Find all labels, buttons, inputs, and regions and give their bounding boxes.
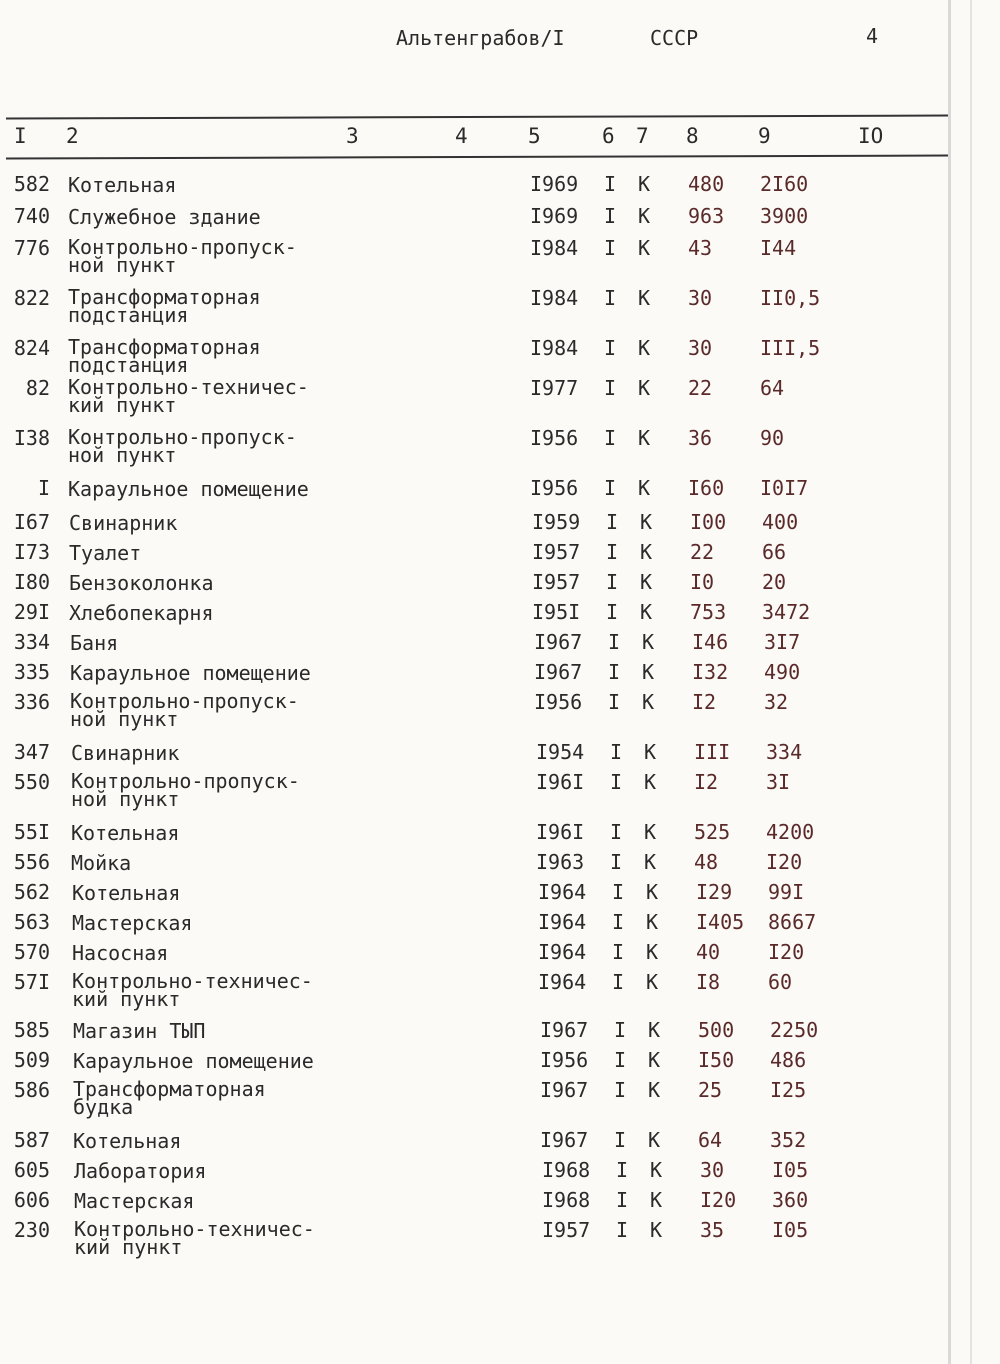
material: К — [648, 1078, 661, 1102]
table-row — [0, 172, 948, 202]
object-number: 822 — [13, 286, 50, 310]
table-row — [0, 476, 948, 506]
material: К — [638, 476, 651, 500]
material: К — [638, 236, 651, 260]
area: I8 — [696, 970, 721, 994]
object-name-line: ной пункт — [71, 787, 180, 811]
table-row — [0, 880, 948, 910]
material: К — [642, 630, 655, 654]
category: I — [604, 376, 617, 400]
year-built: I957 — [532, 570, 581, 594]
area: I0 — [690, 570, 715, 594]
volume: 334 — [766, 740, 803, 764]
year-built: I957 — [532, 540, 581, 564]
table-row — [0, 660, 948, 690]
object-name — [74, 1159, 207, 1183]
object-name-line: Насосная — [72, 941, 169, 965]
area: I32 — [692, 660, 729, 684]
year-built: I95I — [532, 600, 581, 624]
volume: 2250 — [770, 1018, 819, 1042]
object-name-line: Лаборатория — [74, 1159, 207, 1183]
year-built: I984 — [530, 286, 579, 310]
category: I — [612, 970, 625, 994]
object-name-line: Котельная — [68, 173, 177, 197]
object-name — [70, 689, 299, 731]
year-built: I954 — [536, 740, 585, 764]
area: 25 — [698, 1078, 723, 1102]
material: К — [644, 820, 657, 844]
object-number: I67 — [13, 510, 50, 534]
column-number: 2 — [66, 124, 79, 148]
volume: 3900 — [760, 204, 809, 228]
area: I20 — [700, 1188, 737, 1212]
volume: I0I7 — [760, 476, 809, 500]
volume: III,5 — [760, 336, 821, 360]
area: 30 — [688, 336, 713, 360]
object-number: 562 — [13, 880, 50, 904]
material: К — [644, 740, 657, 764]
object-name — [74, 1189, 195, 1213]
volume: 66 — [762, 540, 787, 564]
volume: 4200 — [766, 820, 815, 844]
object-name-line: Караульное помещение — [70, 661, 311, 685]
area: 35 — [700, 1218, 725, 1242]
year-built: I967 — [540, 1078, 589, 1102]
material: К — [640, 510, 653, 534]
object-number: 606 — [13, 1188, 50, 1212]
object-name — [68, 425, 297, 467]
area: 753 — [690, 600, 727, 624]
area: I50 — [698, 1048, 735, 1072]
area: 500 — [698, 1018, 735, 1042]
volume: I44 — [760, 236, 797, 260]
table-row — [0, 204, 948, 234]
object-name-line: Мастерская — [74, 1189, 195, 1213]
object-number: 587 — [13, 1128, 50, 1152]
header-place: Альтенграбов/I — [396, 26, 565, 50]
table-row — [0, 1188, 948, 1218]
table-row — [0, 600, 948, 630]
area: III — [694, 740, 731, 764]
category: I — [614, 1018, 627, 1042]
category: I — [614, 1048, 627, 1072]
year-built: I984 — [530, 236, 579, 260]
material: К — [648, 1128, 661, 1152]
area: I2 — [694, 770, 719, 794]
year-built: I967 — [540, 1018, 589, 1042]
category: I — [610, 740, 623, 764]
object-number: 570 — [13, 940, 50, 964]
table-row — [0, 1158, 948, 1188]
year-built: I977 — [530, 376, 579, 400]
object-number: 585 — [13, 1018, 50, 1042]
column-number: I — [14, 124, 27, 148]
object-name — [70, 631, 119, 655]
table-row — [0, 375, 948, 417]
object-name — [72, 881, 181, 905]
category: I — [604, 204, 617, 228]
object-name — [72, 969, 313, 1011]
object-name — [73, 1049, 314, 1073]
table-row — [0, 425, 948, 467]
table-row — [0, 850, 948, 880]
area: I46 — [692, 630, 729, 654]
material: К — [638, 376, 651, 400]
object-number: 586 — [13, 1078, 50, 1102]
table-row — [0, 1048, 948, 1078]
volume: II0,5 — [760, 286, 821, 310]
area: 22 — [688, 376, 713, 400]
area: I00 — [690, 510, 727, 534]
object-name — [71, 851, 132, 875]
object-name-line: Мастерская — [72, 911, 193, 935]
category: I — [612, 910, 625, 934]
category: I — [604, 476, 617, 500]
category: I — [610, 820, 623, 844]
material: К — [638, 426, 651, 450]
area: 30 — [700, 1158, 725, 1182]
object-name-line: Караульное помещение — [73, 1049, 314, 1073]
object-number: 335 — [13, 660, 50, 684]
category: I — [608, 690, 621, 714]
table-row — [0, 820, 948, 850]
object-name — [69, 571, 214, 595]
object-number: 82 — [25, 376, 50, 400]
table-row — [0, 1077, 948, 1119]
volume: I20 — [766, 850, 803, 874]
table-row — [0, 1217, 948, 1259]
object-name-line: Трансформаторная — [68, 335, 261, 359]
object-number: 336 — [13, 690, 50, 714]
area: I29 — [696, 880, 733, 904]
table-row — [0, 769, 948, 811]
volume: 400 — [762, 510, 799, 534]
volume: 3472 — [762, 600, 811, 624]
object-number: I73 — [13, 540, 50, 564]
object-name — [71, 741, 180, 765]
object-name-line: Туалет — [69, 541, 142, 565]
material: К — [638, 286, 651, 310]
table-row — [0, 540, 948, 570]
table-row — [0, 740, 948, 770]
object-name-line: ной пункт — [68, 443, 177, 467]
header-underline — [6, 155, 948, 159]
volume: I25 — [770, 1078, 807, 1102]
object-name-line: Контрольно-пропуск- — [68, 425, 297, 449]
object-name — [69, 511, 178, 535]
table-row — [0, 630, 948, 660]
volume: 490 — [764, 660, 801, 684]
area: 43 — [688, 236, 713, 260]
category: I — [606, 540, 619, 564]
object-name-line: Магазин ТЫП — [73, 1019, 206, 1043]
object-number: 824 — [13, 336, 50, 360]
material: К — [646, 910, 659, 934]
area: 36 — [688, 426, 713, 450]
material: К — [644, 770, 657, 794]
category: I — [614, 1078, 627, 1102]
table-row — [0, 235, 948, 277]
volume: 60 — [768, 970, 793, 994]
material: К — [642, 690, 655, 714]
table-row — [0, 570, 948, 600]
page-edge-shadow — [970, 0, 972, 1364]
area: 963 — [688, 204, 725, 228]
object-name — [71, 769, 300, 811]
year-built: I964 — [538, 910, 587, 934]
category: I — [604, 286, 617, 310]
object-number: 563 — [13, 910, 50, 934]
area: I405 — [696, 910, 745, 934]
object-name-line: Котельная — [71, 821, 180, 845]
object-name-line: Мойка — [71, 851, 132, 875]
table-row — [0, 1018, 948, 1048]
object-name — [70, 661, 311, 685]
area: 48 — [694, 850, 719, 874]
object-name-line: Служебное здание — [68, 205, 261, 229]
volume: 360 — [772, 1188, 809, 1212]
object-number: I38 — [13, 426, 50, 450]
volume: I05 — [772, 1218, 809, 1242]
volume: 90 — [760, 426, 785, 450]
object-name — [68, 173, 177, 197]
object-name — [73, 1129, 182, 1153]
object-name-line: подстанция — [68, 303, 189, 327]
object-number: 582 — [13, 172, 50, 196]
object-name-line: Котельная — [73, 1129, 182, 1153]
column-number: 4 — [455, 124, 468, 148]
year-built: I964 — [538, 880, 587, 904]
table-row — [0, 1128, 948, 1158]
object-name — [69, 601, 214, 625]
material: К — [648, 1018, 661, 1042]
object-number: 509 — [13, 1048, 50, 1072]
material: К — [640, 600, 653, 624]
material: К — [640, 540, 653, 564]
material: К — [640, 570, 653, 594]
category: I — [604, 236, 617, 260]
year-built: I956 — [540, 1048, 589, 1072]
object-name-line: Трансформаторная — [73, 1077, 266, 1101]
year-built: I964 — [538, 940, 587, 964]
category: I — [608, 630, 621, 654]
object-name-line: Баня — [70, 631, 119, 655]
category: I — [604, 172, 617, 196]
material: К — [646, 970, 659, 994]
material: К — [638, 204, 651, 228]
year-built: I956 — [534, 690, 583, 714]
volume: 64 — [760, 376, 785, 400]
category: I — [616, 1218, 629, 1242]
category: I — [606, 510, 619, 534]
category: I — [612, 880, 625, 904]
table-row — [0, 689, 948, 731]
area: 525 — [694, 820, 731, 844]
object-number: 776 — [13, 236, 50, 260]
year-built: I984 — [530, 336, 579, 360]
table-row — [0, 285, 948, 327]
table-row — [0, 969, 948, 1011]
year-built: I967 — [540, 1128, 589, 1152]
object-name — [73, 1019, 206, 1043]
object-name-line: кий пункт — [74, 1235, 183, 1259]
year-built: I969 — [530, 172, 579, 196]
header-country: СССР — [650, 26, 699, 50]
column-number: 8 — [686, 124, 699, 148]
object-number: 556 — [13, 850, 50, 874]
object-name-line: Хлебопекарня — [69, 601, 214, 625]
object-name-line: Свинарник — [69, 511, 178, 535]
object-name-line: Свинарник — [71, 741, 180, 765]
object-number: I — [37, 476, 50, 500]
column-number: 3 — [346, 124, 359, 148]
table-row — [0, 910, 948, 940]
object-name — [73, 1077, 266, 1119]
volume: 3I — [766, 770, 791, 794]
category: I — [610, 770, 623, 794]
category: I — [606, 570, 619, 594]
object-name — [68, 235, 297, 277]
area: 30 — [688, 286, 713, 310]
object-name-line: Караульное помещение — [68, 477, 309, 501]
column-number: 9 — [758, 124, 771, 148]
volume: 99I — [768, 880, 805, 904]
year-built: I956 — [530, 476, 579, 500]
material: К — [648, 1048, 661, 1072]
category: I — [606, 600, 619, 624]
page-edge-shadow — [948, 0, 951, 1364]
area: 40 — [696, 940, 721, 964]
object-name — [68, 205, 261, 229]
category: I — [608, 660, 621, 684]
material: К — [650, 1158, 663, 1182]
year-built: I968 — [542, 1188, 591, 1212]
area: 22 — [690, 540, 715, 564]
object-number: 230 — [13, 1218, 50, 1242]
object-name — [68, 477, 309, 501]
object-number: 605 — [13, 1158, 50, 1182]
object-name-line: кий пункт — [68, 393, 177, 417]
object-name-line: подстанция — [68, 353, 189, 377]
category: I — [616, 1188, 629, 1212]
area: I60 — [688, 476, 725, 500]
volume: 8667 — [768, 910, 817, 934]
object-name-line: Контрольно-техничес- — [68, 375, 309, 399]
object-name-line: Контрольно-пропуск- — [68, 235, 297, 259]
object-name — [68, 285, 261, 327]
year-built: I96I — [536, 820, 585, 844]
volume: I05 — [772, 1158, 809, 1182]
object-name-line: Бензоколонка — [69, 571, 214, 595]
category: I — [610, 850, 623, 874]
volume: 2I60 — [760, 172, 809, 196]
object-name-line: Контрольно-техничес- — [74, 1217, 315, 1241]
top-rule — [6, 115, 948, 120]
table-row — [0, 335, 948, 377]
year-built: I967 — [534, 660, 583, 684]
object-name — [68, 335, 261, 377]
volume: 3I7 — [764, 630, 801, 654]
object-number: 347 — [13, 740, 50, 764]
material: К — [642, 660, 655, 684]
object-number: 740 — [13, 204, 50, 228]
year-built: I967 — [534, 630, 583, 654]
object-name — [68, 375, 309, 417]
material: К — [650, 1218, 663, 1242]
object-name-line: Контрольно-техничес- — [72, 969, 313, 993]
object-name — [74, 1217, 315, 1259]
category: I — [604, 426, 617, 450]
material: К — [646, 940, 659, 964]
area: 480 — [688, 172, 725, 196]
object-name — [69, 541, 142, 565]
object-name-line: ной пункт — [68, 253, 177, 277]
object-number: 334 — [13, 630, 50, 654]
year-built: I969 — [530, 204, 579, 228]
area: I2 — [692, 690, 717, 714]
material: К — [638, 172, 651, 196]
year-built: I956 — [530, 426, 579, 450]
object-number: 550 — [13, 770, 50, 794]
object-name — [72, 911, 193, 935]
category: I — [604, 336, 617, 360]
year-built: I963 — [536, 850, 585, 874]
object-number: 55I — [13, 820, 50, 844]
area: 64 — [698, 1128, 723, 1152]
object-name-line: ной пункт — [70, 707, 179, 731]
object-number: I80 — [13, 570, 50, 594]
year-built: I959 — [532, 510, 581, 534]
object-name-line: Контрольно-пропуск- — [71, 769, 300, 793]
volume: 32 — [764, 690, 789, 714]
material: К — [650, 1188, 663, 1212]
material: К — [646, 880, 659, 904]
volume: 486 — [770, 1048, 807, 1072]
column-number: 7 — [636, 124, 649, 148]
category: I — [612, 940, 625, 964]
object-name-line: Трансформаторная — [68, 285, 261, 309]
material: К — [644, 850, 657, 874]
year-built: I96I — [536, 770, 585, 794]
object-number: 57I — [13, 970, 50, 994]
table-row — [0, 940, 948, 970]
material: К — [638, 336, 651, 360]
page-number: 4 — [866, 24, 879, 48]
table-row — [0, 510, 948, 540]
volume: 20 — [762, 570, 787, 594]
volume: I20 — [768, 940, 805, 964]
object-name — [72, 941, 169, 965]
object-name-line: Контрольно-пропуск- — [70, 689, 299, 713]
category: I — [614, 1128, 627, 1152]
column-number: IO — [858, 124, 884, 148]
object-name — [71, 821, 180, 845]
column-number: 5 — [528, 124, 541, 148]
volume: 352 — [770, 1128, 807, 1152]
object-name-line: будка — [73, 1095, 134, 1119]
year-built: I968 — [542, 1158, 591, 1182]
year-built: I957 — [542, 1218, 591, 1242]
year-built: I964 — [538, 970, 587, 994]
object-name-line: Котельная — [72, 881, 181, 905]
object-number: 29I — [13, 600, 50, 624]
column-number: 6 — [602, 124, 615, 148]
object-name-line: кий пункт — [72, 987, 181, 1011]
category: I — [616, 1158, 629, 1182]
